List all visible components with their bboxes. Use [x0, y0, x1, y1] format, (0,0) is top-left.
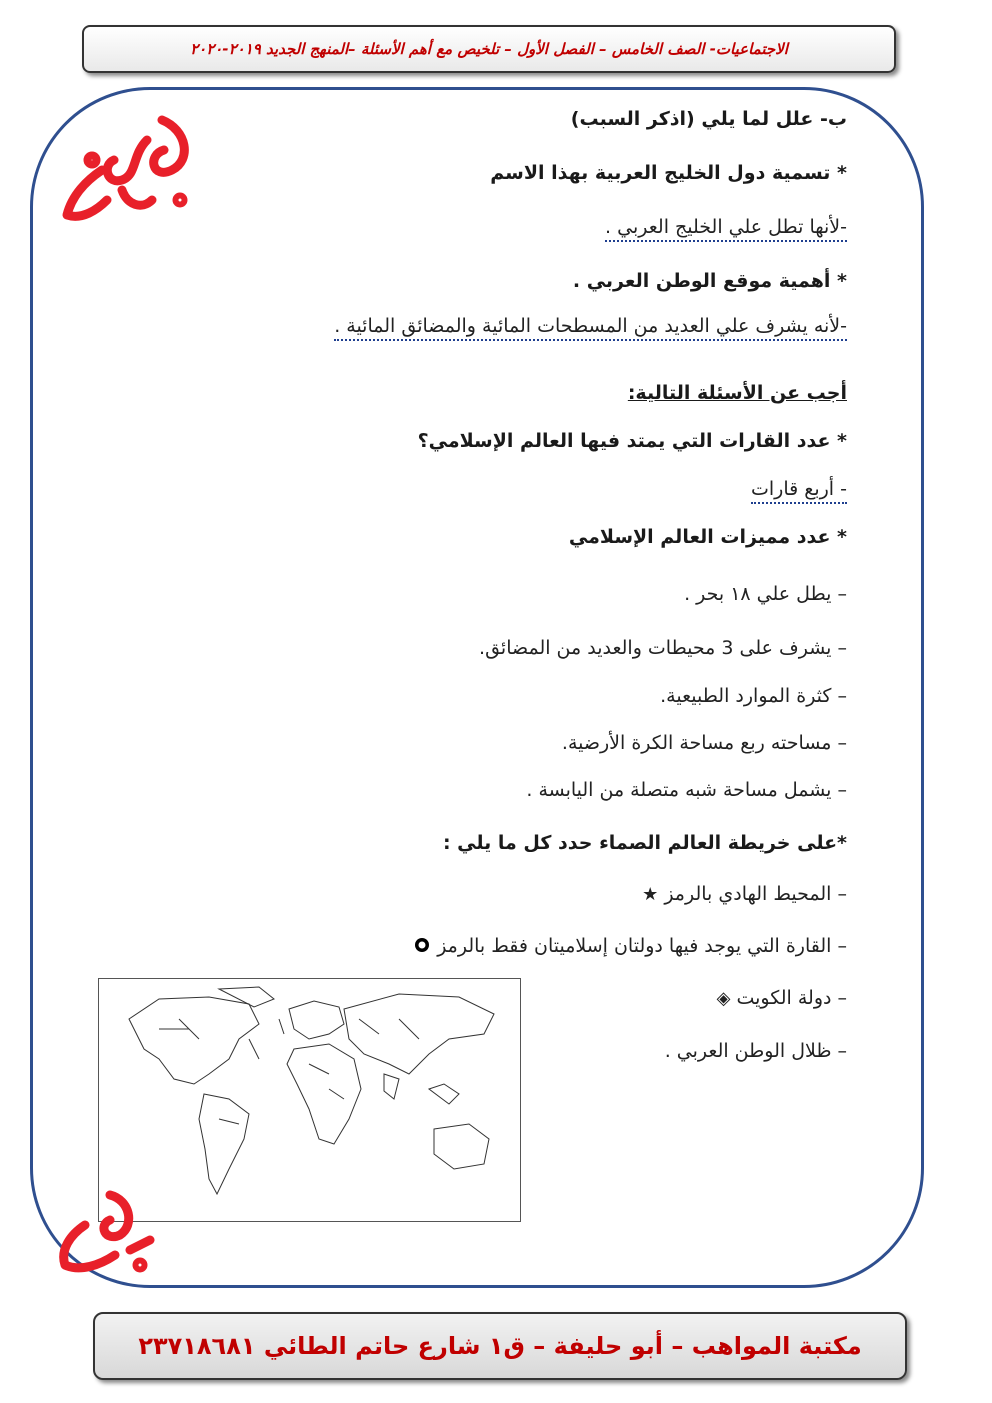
answer-gulf-naming: -لأنها تطل علي الخليج العربي . [605, 216, 847, 242]
feature-item: – يشرف على 3 محيطات والعديد من المضائق. [479, 637, 847, 659]
map-section-title: *على خريطة العالم الصماء حدد كل ما يلي : [442, 832, 847, 854]
question-gulf-naming: * تسمية دول الخليج العربية بهذا الاسم [490, 162, 847, 184]
diamond-icon: ◈ [716, 988, 731, 1009]
feature-item: – يطل علي ١٨ بحر . [684, 583, 847, 605]
star-icon: ★ [642, 884, 659, 905]
map-item-continent: – القارة التي يوجد فيها دولتان إسلاميتان فقط بالرمز [437, 935, 847, 957]
mawaheb-logo-top [52, 100, 202, 230]
header-text: الاجتماعيات- الصف الخامس – الفصل الأول – تلخيص مع أهم الأسئلة –المنهج الجديد ٢٠١٩-٢٠٢٠ [190, 40, 788, 58]
feature-item: – مساحته ربع مساحة الكرة الأرضية. [561, 732, 847, 754]
footer-banner [93, 1312, 907, 1380]
question-continents: * عدد القارات التي يمتد فيها العالم الإسلامي؟ [417, 430, 847, 452]
mawaheb-logo-bottom [40, 1180, 170, 1280]
map-item-kuwait: – دولة الكويت [736, 987, 847, 1009]
answer-continents: - أربع قارات [751, 478, 847, 504]
feature-item: – كثرة الموارد الطبيعية. [660, 685, 847, 707]
map-item-arab-shade: – ظلال الوطن العربي . [664, 1040, 847, 1062]
map-item-pacific: – المحيط الهادي بالرمز [664, 883, 847, 905]
footer-text: مكتبة المواهب – أبو حليفة – ق١ شارع حاتم الطائي ٢٣٧١٨٦٨١ [138, 1332, 862, 1360]
circle-dot-icon [413, 936, 431, 954]
feature-item: – يشمل مساحة شبه متصلة من اليابسة . [526, 779, 847, 801]
header-banner [82, 25, 896, 73]
section-b-title: ب- علل لما يلي (اذكر السبب) [570, 108, 847, 130]
question-arab-location: * أهمية موقع الوطن العربي . [572, 270, 847, 292]
answer-arab-location: -لأنه يشرف علي العديد من المسطحات المائية والمضائق المائية . [334, 315, 847, 341]
answer-section-title: أجب عن الأسئلة التالية: [627, 382, 847, 404]
question-features: * عدد مميزات العالم الإسلامي [568, 526, 847, 548]
